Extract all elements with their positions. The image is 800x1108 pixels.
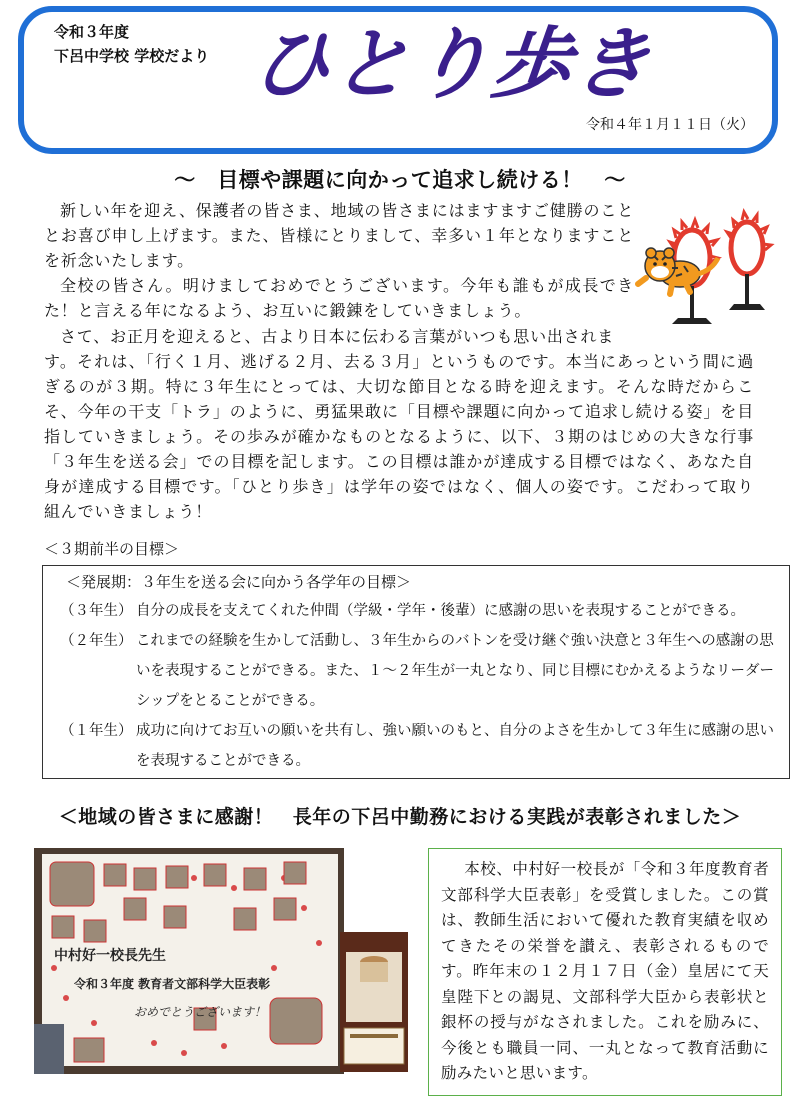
goals-box-title: ＜発展期：３年生を送る会に向かう各学年の目標＞	[66, 573, 412, 591]
board-line: 中村好一校長先生	[54, 948, 166, 964]
students-paragraph: 全校の皆さん。明けましておめでとうございます。今年も誰もが成長できた！と言える年になるよう、お互いに鍛錬をしていきましょう。	[44, 276, 634, 320]
award-celebration-board-photo	[34, 848, 344, 1074]
award-cup-photo	[340, 932, 408, 1072]
main-paragraph-rest: す。それは、「行く１月、逃げる２月、去る３月」というものです。本当にあっという間に過ぎるのが３期。特に３年生にとっては、大切な節目となる時を迎えます。そんな時だからこそ、今年の干支「トラ」のように、勇猛果敢に「目標や課題に向かって追求し続ける姿」を目指していきましょう。その歩みが確かなものとなるように、以下、３期のはじめの大きな行事「３年生を送る会」での目標を記します。この目標は誰かが達成する目標ではなく、あなた自身が達成する目標です。「ひとり歩き」は学年の姿ではなく、個人の姿です。こだわって取り組んでいきましょう！	[44, 352, 754, 521]
fire-ring-icon	[727, 212, 771, 310]
tiger-icon	[638, 248, 718, 294]
goals-heading: ＜３期前半の目標＞	[44, 540, 180, 558]
tiger-jumping-ring-illustration	[632, 208, 782, 338]
main-paragraph	[44, 324, 754, 524]
goal-text: 自分の成長を支えてくれた仲間（学級・学年・後輩）に感謝の思いを表現することができる。	[136, 603, 745, 619]
headline: ～ 目標や課題に向かって追求し続ける！ ～	[174, 168, 626, 192]
award-announcement-text: 本校、中村好一校長が「令和３年度教育者文部科学大臣表彰」を受賞しました。この賞は、教師生活において優れた教育実績を収めてきたその栄誉を讃え、表彰されるものです。昨年末の１２月１７日（金）皇居にて天皇陛下との謁見、文部科学大臣から表彰状と銀杯の授与がなされました。これを励みに、今後とも職員一同、一丸となって教育活動に励みたいと思います。	[441, 860, 769, 1082]
goal-grade: （２年生）	[60, 633, 133, 649]
goal-grade: （１年生）	[60, 723, 133, 739]
board-line: おめでとうございます！	[134, 1005, 267, 1019]
award-heading: ＜地域の皆さまに感謝！ 長年の下呂中勤務における実践が表彰されました＞	[58, 806, 742, 828]
board-line: 令和３年度 教育者文部科学大臣表彰	[74, 977, 271, 991]
newsletter-name: 下呂中学校 学校だより	[54, 47, 210, 65]
goal-text: これまでの経験を生かして活動し、３年生からのバトンを受け継ぐ強い決意と３年生への感謝の思いを表現することができる。また、１～２年生が一丸となり、同じ目標にむかえるようなリーダーシップをとることができる。	[136, 633, 774, 709]
masthead-title: ひとり歩き	[247, 19, 657, 110]
main-paragraph-first-line: さて、お正月を迎えると、古より日本に伝わる言葉がいつも思い出されま	[60, 327, 615, 346]
greeting-paragraph: 新しい年を迎え、保護者の皆さま、地域の皆さまにはますますご健勝のこととお喜び申し上げます。また、皆様にとりまして、幸多い１年となりますことを祈念いたします。	[44, 201, 634, 270]
goal-grade: （３年生）	[60, 603, 133, 619]
award-announcement-box	[428, 848, 782, 1096]
goal-text: 成功に向けてお互いの願いを共有し、強い願いのもと、自分のよさを生かして３年生に感謝の思いを表現することができる。	[136, 723, 774, 769]
issue-date: 令和４年１月１１日（火）	[586, 117, 754, 133]
fiscal-year-label: 令和３年度	[54, 23, 130, 41]
